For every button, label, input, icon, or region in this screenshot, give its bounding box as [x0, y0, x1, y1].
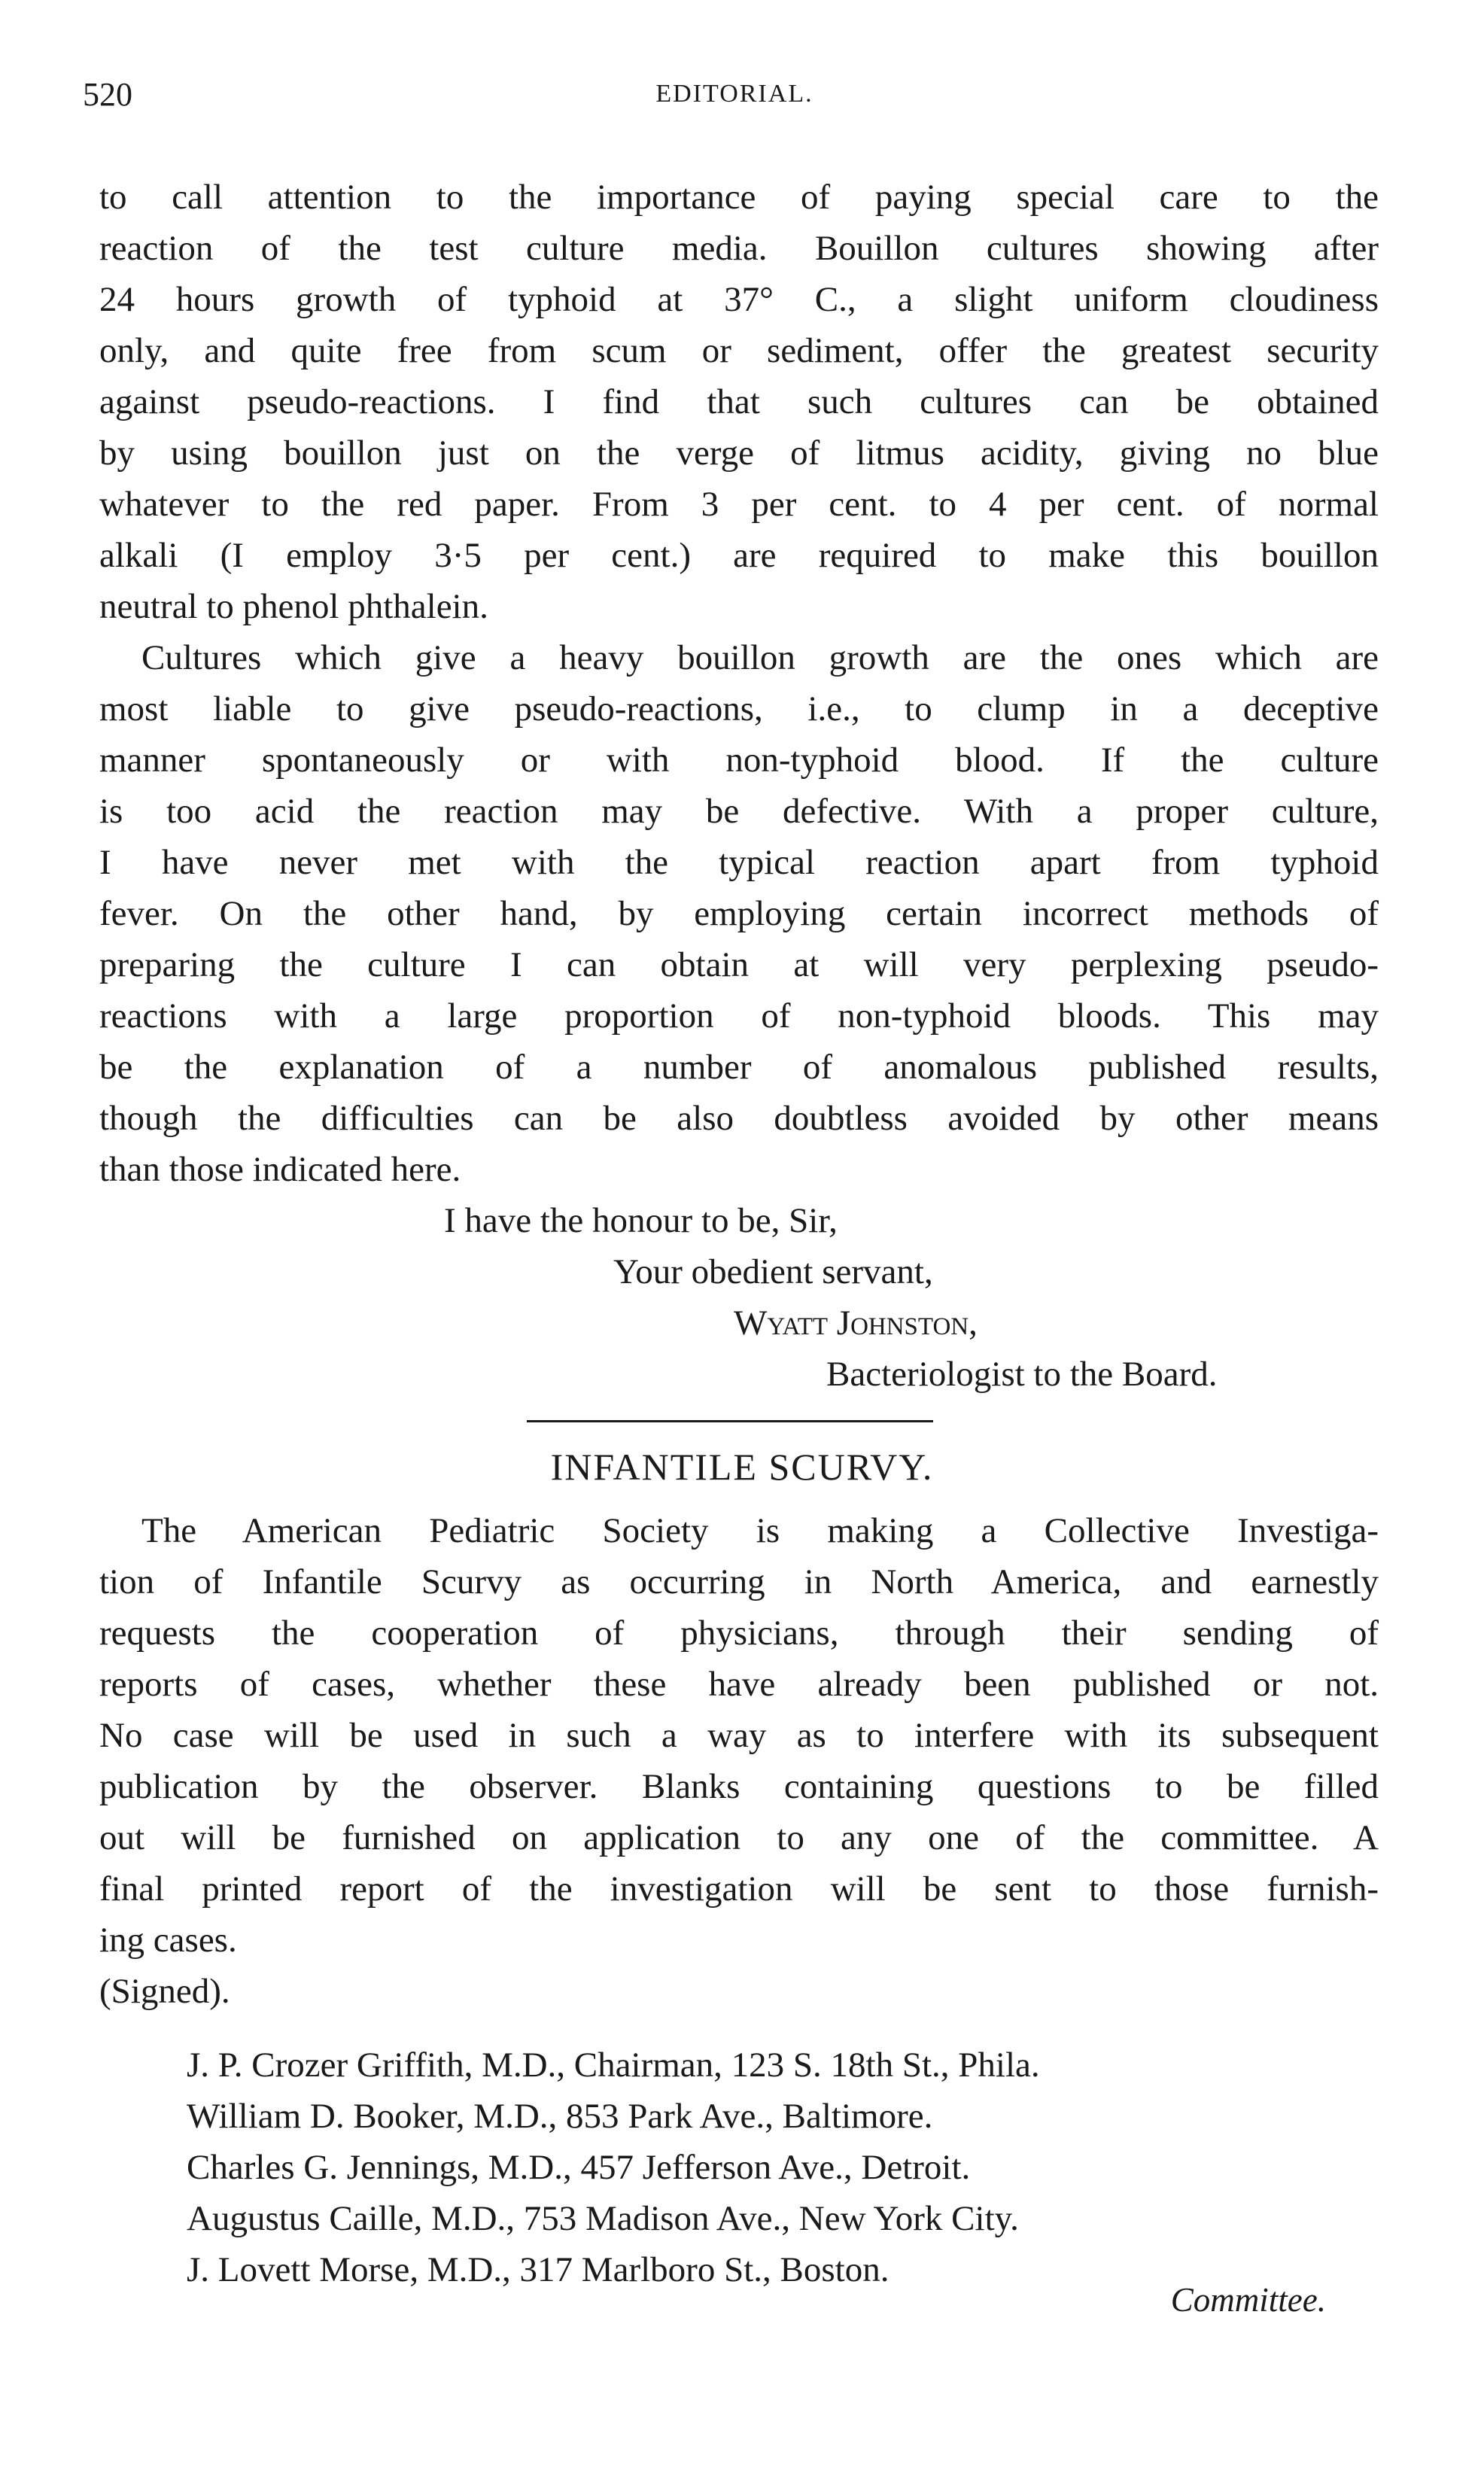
page-number: 520	[83, 76, 132, 113]
text-line: though the difficulties can be also doubtless avoided by other means	[99, 1099, 1379, 1138]
text-line: out will be furnished on application to any one of the committee. A	[99, 1818, 1379, 1857]
letter-signature-title: Bacteriologist to the Board.	[826, 1355, 1218, 1394]
letter-paragraph-1	[99, 172, 1379, 632]
text-line: reaction of the test culture media. Bouillon cultures showing after	[99, 229, 1379, 268]
text-line: requests the cooperation of physicians, through their sending of	[99, 1614, 1379, 1653]
signatory: Charles G. Jennings, M.D., 457 Jefferson Ave., Detroit.	[187, 2148, 971, 2187]
signed-label: (Signed).	[99, 1972, 230, 2011]
committee-label: Committee.	[1170, 2281, 1326, 2319]
text-line: by using bouillon just on the verge of litmus acidity, giving no blue	[99, 433, 1379, 473]
text-line: tion of Infantile Scurvy as occurring in North America, and earnestly	[99, 1562, 1379, 1601]
text-line: neutral to phenol phthalein.	[99, 587, 488, 626]
section-divider	[527, 1420, 933, 1422]
text-line: only, and quite free from scum or sediment, offer the greatest security	[99, 331, 1379, 370]
text-line: final printed report of the investigation will be sent to those furnish-	[99, 1869, 1379, 1909]
text-line: manner spontaneously or with non-typhoid blood. If the culture	[99, 741, 1379, 780]
text-line: alkali (I employ 3·5 per cent.) are required to make this bouillon	[99, 536, 1379, 575]
text-line: I have never met with the typical reaction apart from typhoid	[99, 843, 1379, 882]
text-line: to call attention to the importance of paying special care to the	[99, 178, 1379, 217]
signatory: William D. Booker, M.D., 853 Park Ave., Baltimore.	[187, 2097, 933, 2136]
text-line: No case will be used in such a way as to interfere with its subsequent	[99, 1716, 1379, 1755]
text-line: publication by the observer. Blanks containing questions to be filled	[99, 1767, 1379, 1806]
text-line: Cultures which give a heavy bouillon growth are the ones which are	[141, 638, 1379, 677]
text-line: against pseudo-reactions. I find that such cultures can be obtained	[99, 382, 1379, 421]
text-line: 24 hours growth of typhoid at 37° C., a slight uniform cloudiness	[99, 280, 1379, 319]
page-header	[83, 75, 1386, 120]
signatory: J. P. Crozer Griffith, M.D., Chairman, 123 S. 18th St., Phila.	[187, 2045, 1040, 2085]
text-line: be the explanation of a number of anomalous published results,	[99, 1048, 1379, 1087]
text-line: The American Pediatric Society is making a Collective Investiga-	[141, 1511, 1379, 1550]
text-line: fever. On the other hand, by employing certain incorrect methods of	[99, 894, 1379, 933]
running-head: EDITORIAL.	[655, 80, 813, 108]
letter-paragraph-2	[99, 632, 1379, 1195]
signatory: J. Lovett Morse, M.D., 317 Marlboro St., Boston.	[187, 2250, 889, 2289]
signatory: Augustus Caille, M.D., 753 Madison Ave., New York City.	[187, 2199, 1019, 2238]
text-line: reports of cases, whether these have already been published or not.	[99, 1665, 1379, 1704]
letter-valediction: Your obedient servant,	[613, 1252, 933, 1291]
letter-signature: Wyatt Johnston,	[734, 1303, 978, 1343]
text-line: most liable to give pseudo-reactions, i.e., to clump in a deceptive	[99, 689, 1379, 728]
text-line: whatever to the red paper. From 3 per cent. to 4 per cent. of normal	[99, 485, 1379, 524]
text-line: preparing the culture I can obtain at will very perplexing pseudo-	[99, 945, 1379, 984]
text-line: is too acid the reaction may be defective. With a proper culture,	[99, 792, 1379, 831]
text-line: reactions with a large proportion of non-typhoid bloods. This may	[99, 996, 1379, 1036]
section-title: INFANTILE SCURVY.	[550, 1446, 934, 1488]
text-line: than those indicated here.	[99, 1150, 461, 1189]
text-line: ing cases.	[99, 1921, 237, 1960]
notice-paragraph	[99, 1505, 1379, 2017]
letter-closing: I have the honour to be, Sir,	[444, 1201, 838, 1240]
signatory-list	[187, 2039, 1040, 2295]
